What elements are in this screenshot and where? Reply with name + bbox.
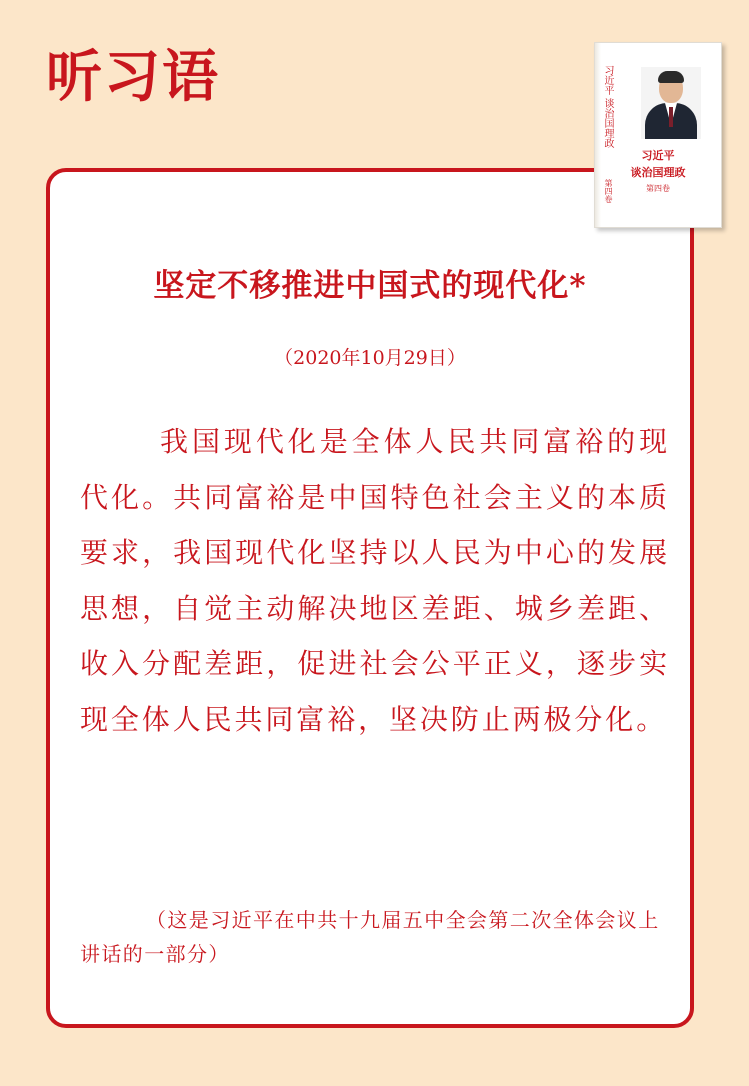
book-name: 谈治国理政 bbox=[630, 166, 686, 179]
book-title bbox=[595, 147, 721, 181]
book-volume: 第四卷 bbox=[646, 184, 670, 193]
source-note: （这是习近平在中共十九届五中全会第二次全体会议上讲话的一部分） bbox=[80, 908, 660, 966]
quote-body: 我国现代化是全体人民共同富裕的现代化。共同富裕是中国特色社会主义的本质要求，我国现代化坚持以人民为中心的发展思想，自觉主动解决地区差距、城乡差距、收入分配差距，促进社会公平正义，逐步实现全体人民共同富裕，坚决防止两极分化。 bbox=[80, 425, 670, 736]
brand-title: 听习语 bbox=[46, 45, 220, 110]
book-author: 习近平 bbox=[641, 149, 675, 162]
article-date: （2020年10月29日） bbox=[274, 347, 466, 369]
book-side-volume: 第四卷 bbox=[604, 179, 613, 203]
book-side-text: 习近平 谈治国理政 bbox=[602, 65, 613, 149]
book-cover-image bbox=[594, 42, 722, 228]
portrait-photo bbox=[641, 67, 701, 139]
article-headline: 坚定不移推进中国式的现代化* bbox=[153, 268, 587, 304]
